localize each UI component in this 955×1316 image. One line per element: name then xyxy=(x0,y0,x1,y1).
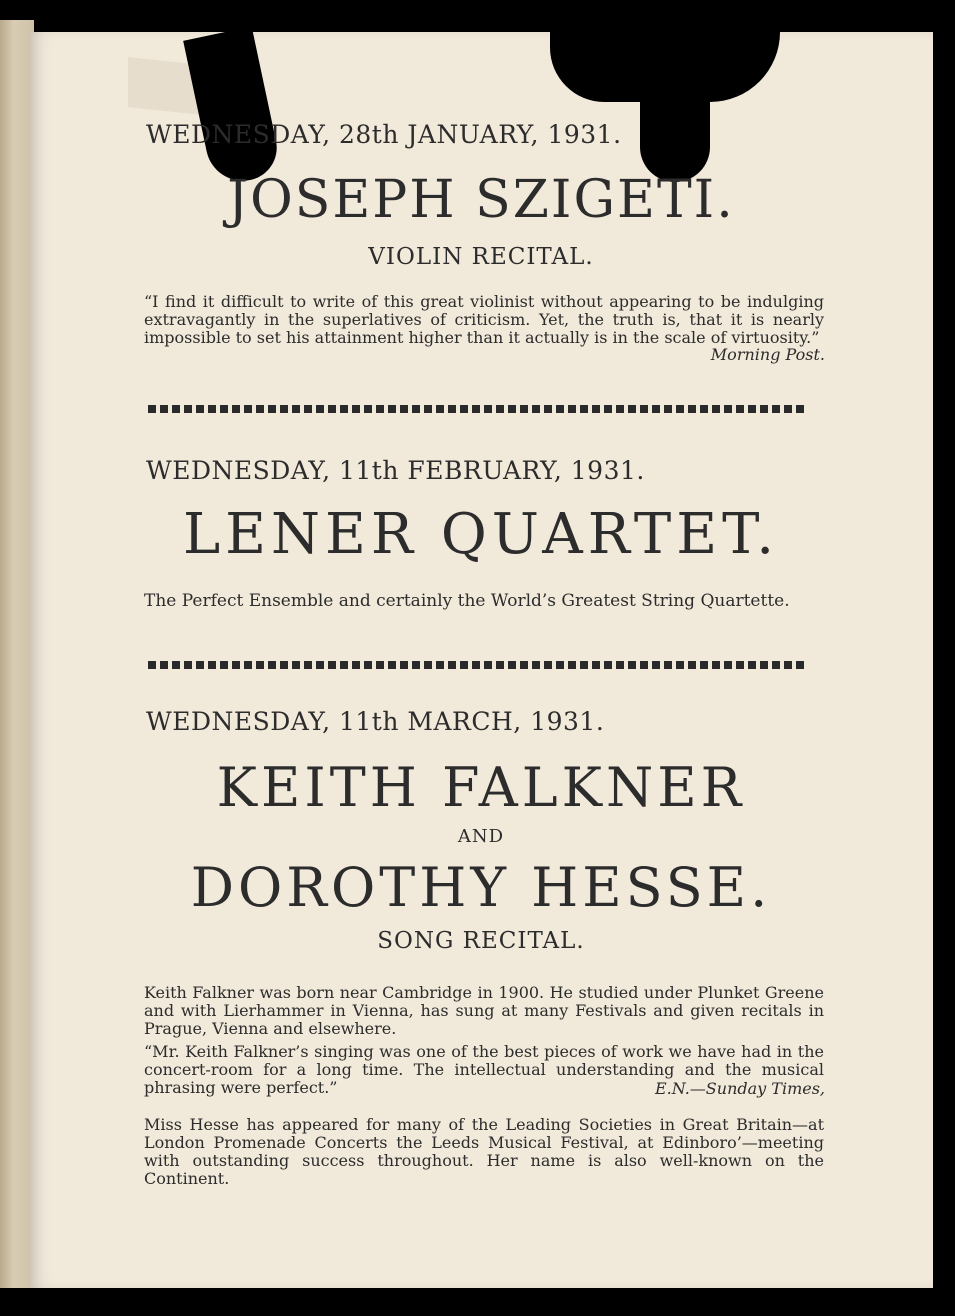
page-tear xyxy=(183,26,283,187)
separator xyxy=(148,400,814,409)
event-date: WEDNESDAY, 28th JANUARY, 1931. xyxy=(146,120,622,149)
quote-source: Morning Post. xyxy=(710,345,825,364)
press-quote: “Mr. Keith Falkner’s singing was one of the best pieces of work we have had in the concert-room for a long time. The intellectual understanding and the musical phrasing were perfect.” xyxy=(144,1042,824,1097)
performer-title: DOROTHY HESSE. xyxy=(190,856,772,919)
event-date: WEDNESDAY, 11th MARCH, 1931. xyxy=(146,707,605,736)
recital-type: SONG RECITAL. xyxy=(377,928,585,954)
ensemble-description: The Perfect Ensemble and certainly the World’s Greatest String Quartette. xyxy=(144,591,790,611)
performer-title: KEITH FALKNER xyxy=(216,756,746,819)
press-quote: “I find it difficult to write of this great violinist without appearing to be indulging extravagantly in the superlatives of criticism. Yet, the truth is, that it is nearly impossible to set his attainment higher than it actually is in the scale of virtuosity.” xyxy=(144,292,824,347)
performer-title: LENER QUARTET. xyxy=(182,502,780,567)
quote-source: E.N.—Sunday Times, xyxy=(654,1079,825,1098)
event-date: WEDNESDAY, 11th FEBRUARY, 1931. xyxy=(146,456,645,485)
performer-title: JOSEPH SZIGETI. xyxy=(227,170,735,230)
performer-bio: Keith Falkner was born near Cambridge in 1900. He studied under Plunket Greene and with Lierhammer in Vienna, has sung at many Festivals and given recitals in Prague, Vienna and elsewhere. xyxy=(144,983,824,1038)
book-spine xyxy=(0,20,34,1288)
conjunction: AND xyxy=(457,826,505,847)
page-tear xyxy=(640,72,710,182)
performer-bio: Miss Hesse has appeared for many of the Leading Societies in Great Britain—at London Promenade Concerts the Leeds Musical Festival, at Edinboro’—meeting with outstanding success throughout. Her name is also well-known on the Continent. xyxy=(144,1115,824,1188)
recital-type: VIOLIN RECITAL. xyxy=(368,244,594,270)
separator xyxy=(148,656,814,665)
